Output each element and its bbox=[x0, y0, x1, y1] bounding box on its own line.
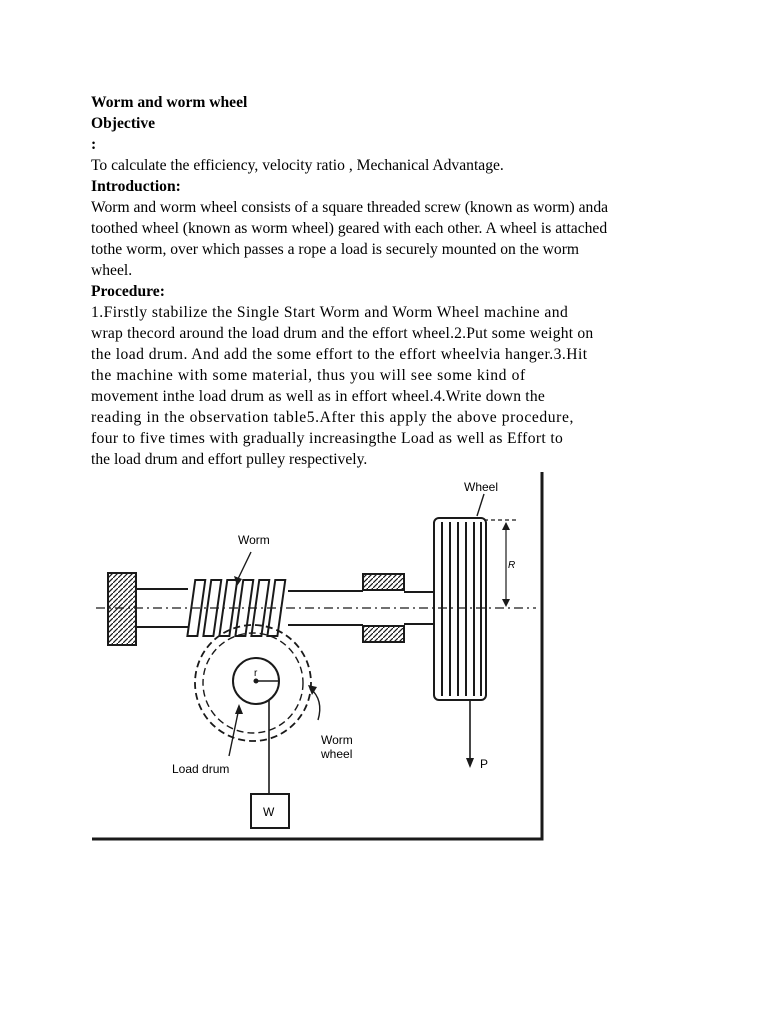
load-drum-leader-arrow bbox=[235, 704, 243, 714]
introduction-line: tothe worm, over which passes a rope a load is securely mounted on the worm bbox=[91, 241, 580, 258]
procedure-heading: Procedure: bbox=[91, 283, 165, 300]
right-bearing-bottom bbox=[363, 626, 404, 642]
objective-text: To calculate the efficiency, velocity ratio , Mechanical Advantage. bbox=[91, 157, 504, 174]
effort-wheel bbox=[434, 518, 486, 700]
text-block bbox=[91, 92, 711, 470]
wheel-leader bbox=[477, 494, 484, 516]
procedure-line: four to five times with gradually increasingthe Load as well as Effort to bbox=[91, 430, 564, 447]
diagram-svg bbox=[88, 468, 548, 842]
procedure-line: 1.Firstly stabilize the Single Start Worm and Worm Wheel machine and bbox=[91, 304, 569, 321]
load-drum-leader bbox=[229, 708, 239, 756]
procedure-line: wrap thecord around the load drum and the effort wheel.2.Put some weight on bbox=[91, 325, 594, 342]
objective-heading: Objective bbox=[91, 115, 156, 132]
introduction-line: toothed wheel (known as worm wheel) geared with each other. A wheel is attached bbox=[91, 220, 608, 237]
label-load-w: W bbox=[263, 805, 275, 819]
effort-arrowhead bbox=[466, 758, 474, 768]
introduction-heading: Introduction: bbox=[91, 178, 181, 195]
objective-colon: : bbox=[91, 136, 97, 153]
right-bearing-top bbox=[363, 574, 404, 590]
worm-wheel-diagram bbox=[88, 468, 548, 842]
introduction-line: Worm and worm wheel consists of a square threaded screw (known as worm) anda bbox=[91, 199, 609, 216]
procedure-line: the machine with some material, thus you will see some kind of bbox=[91, 367, 526, 384]
label-radius-r: r bbox=[254, 668, 258, 679]
label-worm: Worm bbox=[238, 533, 270, 547]
worm-leader bbox=[237, 552, 251, 581]
procedure-line: the load drum. And add the some effort to the effort wheelvia hanger.3.Hit bbox=[91, 346, 588, 363]
procedure-line: reading in the observation table5.After this apply the above procedure, bbox=[91, 409, 574, 426]
label-radius-R: R bbox=[508, 560, 516, 571]
left-bearing bbox=[108, 573, 136, 645]
introduction-line: wheel. bbox=[91, 262, 133, 279]
label-worm-wheel-line1: Worm bbox=[321, 733, 353, 747]
label-load-drum: Load drum bbox=[172, 762, 230, 776]
label-effort-p: P bbox=[480, 757, 489, 771]
procedure-line: the load drum and effort pulley respectively. bbox=[91, 451, 368, 468]
document-title: Worm and worm wheel bbox=[91, 94, 248, 111]
procedure-line: movement inthe load drum as well as in effort wheel.4.Write down the bbox=[91, 388, 545, 405]
label-worm-wheel-line2: wheel bbox=[321, 747, 353, 761]
label-wheel: Wheel bbox=[464, 480, 499, 494]
